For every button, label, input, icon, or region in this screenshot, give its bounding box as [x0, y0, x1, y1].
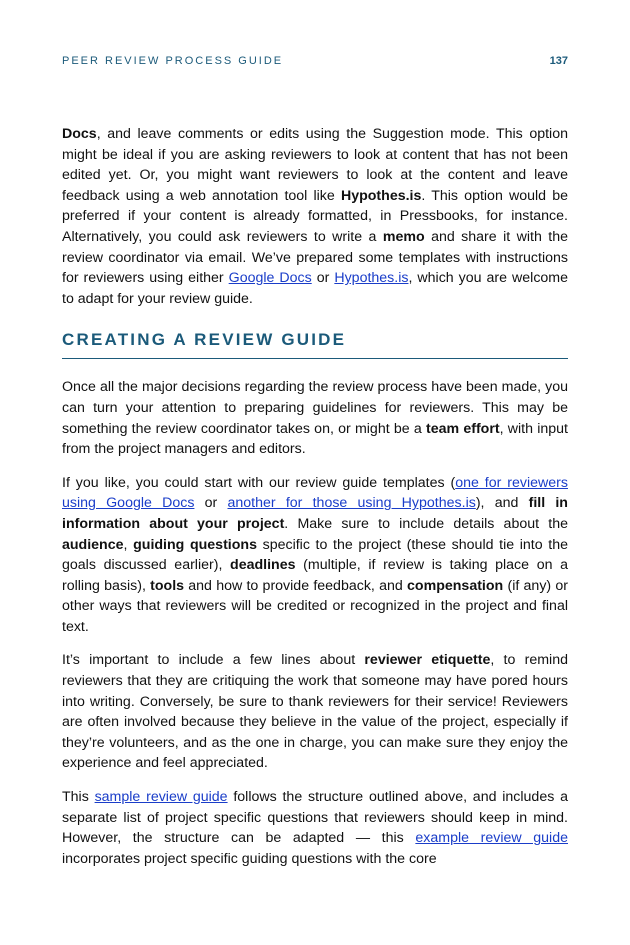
bold-text: tools: [150, 577, 185, 594]
page-body: [62, 124, 568, 882]
bold-text: team effort: [426, 420, 500, 437]
google-docs-template-link[interactable]: Google Docs: [228, 270, 312, 287]
bold-text: compensation: [407, 577, 504, 594]
running-header: [62, 55, 568, 71]
bold-text: Hypothes.is: [340, 187, 422, 204]
bold-text: reviewer etiquette: [364, 652, 491, 669]
running-header-title: PEER REVIEW PROCESS GUIDE: [62, 55, 284, 67]
example-review-guide-link[interactable]: example review guide: [415, 830, 568, 847]
paragraph-5: This sample review guide follows the structure outlined above, and includes a separate list of project specific questions that reviewers should keep in mind. However, the structure can be adapted — this example review guide incorporates project specific guiding questions with the core: [62, 789, 568, 867]
bold-text: memo: [382, 228, 425, 245]
bold-text: fill in information about your project: [62, 495, 568, 532]
google-docs-review-guide-link[interactable]: one for reviewers using Google Docs: [62, 474, 568, 512]
paragraph-2: Once all the major decisions regarding the review process have been made, you can turn your attention to preparing guidelines for reviewers. This may be something the review coordinator takes on, or might be a team effort, with input from the project managers and editors.: [62, 379, 568, 458]
hypothesis-review-guide-link[interactable]: another for those using Hypothes.is: [227, 495, 476, 512]
bold-text: guiding questions: [133, 536, 257, 553]
bold-text: audience: [62, 536, 124, 553]
paragraph-3: If you like, you could start with our review guide templates (one for reviewers using Google Docs or another for those using Hypothes.is), and fill in information about your project. Make sure to include details about the audience, guiding questions specific to the project (these should tie into the goals discussed earlier), deadlines (multiple, if review is taking place on a rolling basis), tools and how to provide feedback, and compensation (if any) or other ways that reviewers will be credited or recognized in the project and final text.: [62, 474, 569, 635]
bold-text: deadlines: [230, 557, 296, 574]
bold-text: Docs: [62, 126, 97, 142]
page-number: 137: [549, 55, 568, 67]
hypothesis-template-link[interactable]: Hypothes.is: [334, 270, 409, 287]
paragraph-4: It’s important to include a few lines about reviewer etiquette, to remind reviewers that they are critiquing the work that someone may have pored hours into writing. Conversely, be sure to thank reviewers for their service! Reviewers are often involved because they believe in the value of the project, especially if they’re volunteers, and as the one in charge, you can make sure they enjoy the experience and feel appreciated.: [62, 652, 568, 772]
paragraph-1: Docs, and leave comments or edits using the Suggestion mode. This option might be ideal if you are asking reviewers to look at content that has not been edited yet. Or, you might want reviewers to look at the content and leave feedback using a web annotation tool like Hypothes.is. This option would be preferred if your content is already formatted, in Pressbooks, for instance. Alternatively, you could ask reviewers to write a memo and share it with the review coordinator via email. We’ve prepared some templates with instructions for reviewers using either Google Docs or Hypothes.is, which you are welcome to adapt for your review guide.: [62, 126, 569, 307]
sample-review-guide-link[interactable]: sample review guide: [94, 789, 228, 806]
section-heading: CREATING A REVIEW GUIDE: [62, 330, 568, 359]
